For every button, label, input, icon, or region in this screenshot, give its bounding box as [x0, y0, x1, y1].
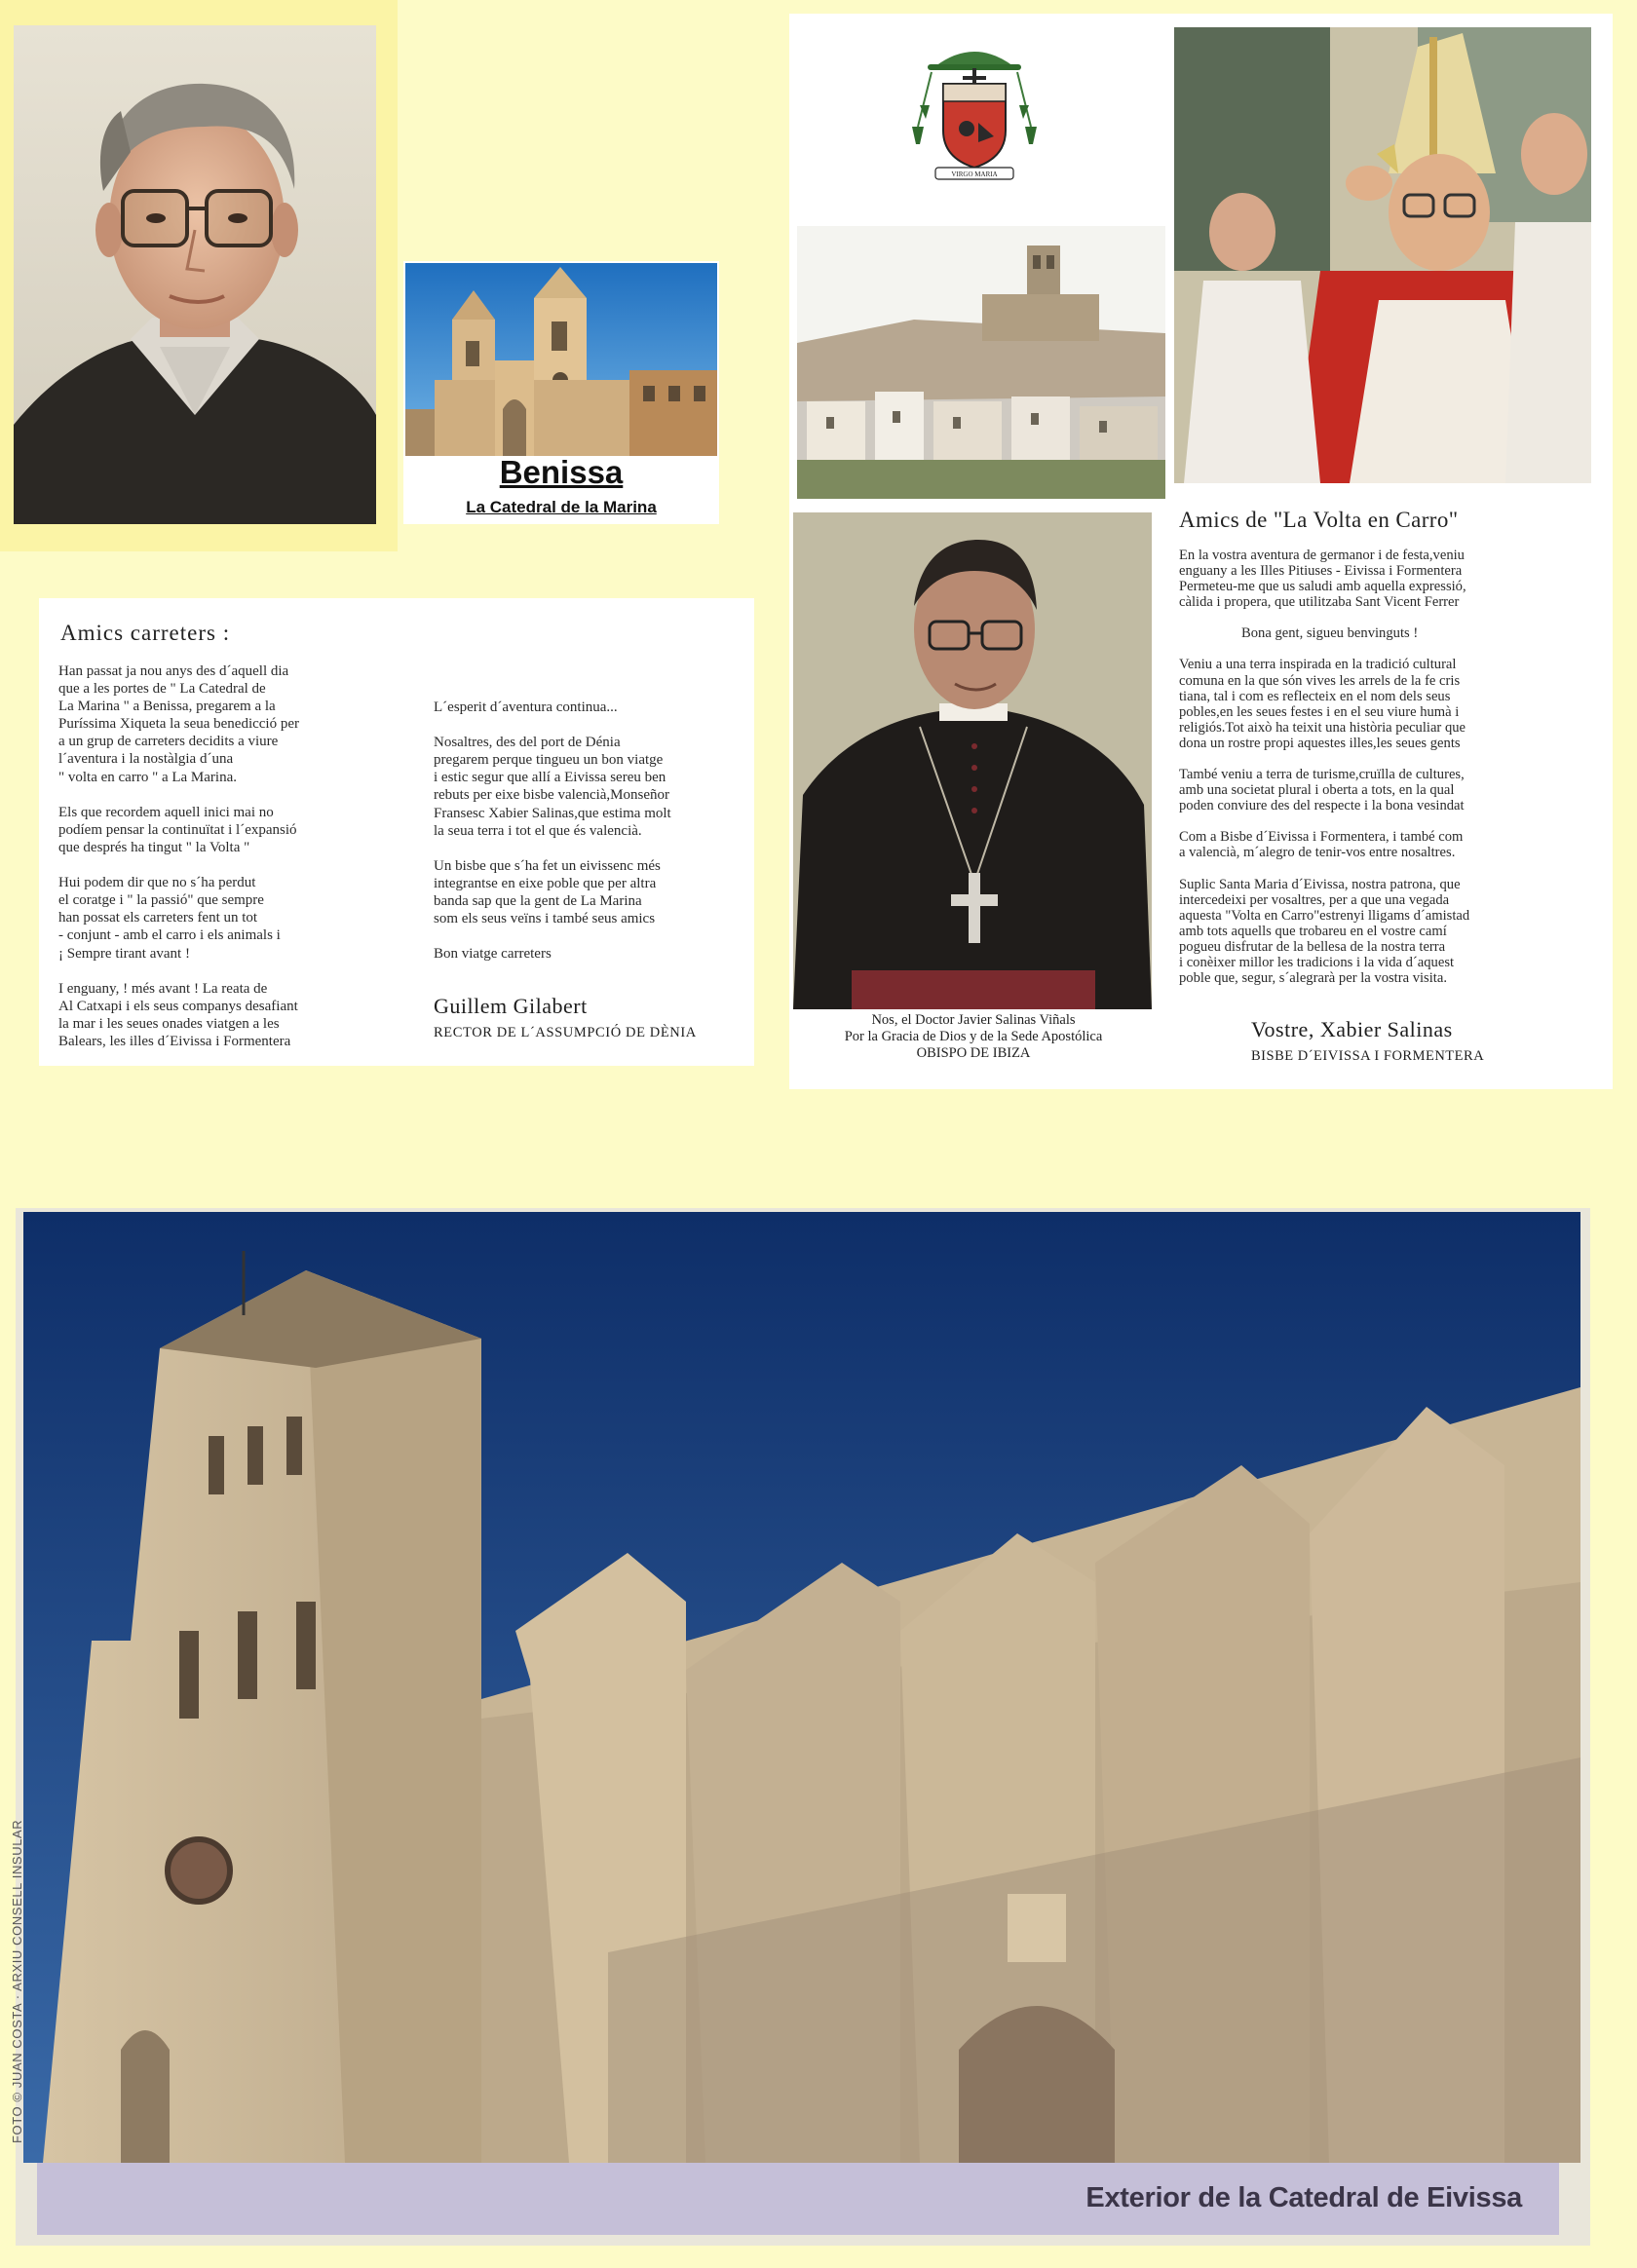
portrait-panel [0, 0, 398, 551]
letter-heading: Amics carreters : [60, 621, 231, 645]
signature-name: Vostre, Xabier Salinas [1251, 1017, 1453, 1041]
bishop-caption-line-2: Por la Gracia de Dios y de la Sede Apostólica [844, 1029, 1103, 1044]
priest-portrait-photo [14, 25, 376, 524]
letter-paragraph-5: Com a Bisbe d´Eivissa i Formentera, i també com a valencià, m´alegro de tenir-vos entre nosaltres. [1179, 829, 1464, 861]
coat-of-arms-motto: VIRGO MARIA [951, 170, 998, 178]
photo-credit: FOTO © JUAN COSTA · ARXIU CONSELL INSULAR [10, 1819, 24, 2143]
dalt-vila-town-photo [797, 226, 1165, 499]
cathedral-caption-bar [37, 2163, 1559, 2235]
letter-paragraph-1: En la vostra aventura de germanor i de festa,veniu enguany a les Illes Pitiuses - Eivissa i Formentera Permeteu-me que us saludi amb aquella expressió, càlida i propera, que utilitzaba Sant Vicent Ferrer [1179, 548, 1466, 611]
letter-body [1179, 548, 1579, 986]
signature-role: BISBE D´EIVISSA I FORMENTERA [1251, 1048, 1485, 1064]
letter-amics-carreters [39, 598, 754, 1066]
letter-paragraph-3: Veniu a una terra inspirada en la tradició cultural comuna en la que són vives les arrels de la fe cris tiana, tal i com es reflecteix en el nom dels seus pobles,en les seues festes i en el seu viure humà i religiós.Tot això ha teixit una història peculiar que dona un rostre propi aquestes illes,les seues gents [1179, 657, 1466, 751]
benissa-church-photo [405, 263, 717, 456]
letter-paragraph-4: També veniu a terra de turisme,cruïlla de cultures, amb una societat plural i oberta a tots, en la qual poden conviure des del respecte i la bona vesindat [1179, 767, 1465, 814]
signature-role: RECTOR DE L´ASSUMPCIÓ DE DÈNIA [434, 1025, 697, 1040]
benissa-subtitle: La Catedral de la Marina [466, 498, 657, 516]
letter-column-2: L´esperit d´aventura continua... Nosaltres, des del port de Dénia pregarem perque tingueu un bon viatge i estic segur que allí a Eivissa sereu ben rebuts per eixe bisbe valencià,Monseñor Fransesc Xabier Salinas,que estima molt la seua terra i tot el que és valencià. Un bisbe que s´ha fet un eivissenc més integrantse en eixe poble que per altra banda sap que la gent de La Marina som els seus veïns i també seus amics Bon viatge carreters [434, 699, 671, 963]
cathedral-caption: Exterior de la Catedral de Eivissa [1085, 2182, 1522, 2213]
bishop-caption-line-1: Nos, el Doctor Javier Salinas Viñals [871, 1012, 1076, 1028]
letter-column-1: Han passat ja nou anys des d´aquell dia que a les portes de " La Catedral de La Marina " a Benissa, pregarem a la Puríssima Xiqueta la seua benedicció per a un grup de carreters decidits a viure l´aventura i la nostàlgia d´una " volta en carro " a La Marina. Els que recordem aquell inici mai no podíem pensar la continuïtat i l´expansió que després ha tingut " la Volta " Hui podem dir que no s´ha perdut el coratge i " la passió" que sempre han possat els carreters fent un tot - conjunt - amb el carro i els animals i ¡ Sempre tirant avant ! I enguany, ! més avant ! La reata de Al Catxapi i els seus companys desafiant la mar i les seues onades viatgen a les Balears, les illes d´Eivissa i Formentera [58, 663, 300, 1049]
letter-amics-volta-en-carro [789, 14, 1613, 1089]
cathedral-photo-card [16, 1208, 1590, 2246]
coat-of-arms-emblem [906, 33, 1043, 189]
bishop-portrait-photo [793, 512, 1152, 1009]
benissa-title: Benissa [499, 454, 624, 490]
letter-paragraph-2: Bona gent, sigueu benvinguts ! [1241, 625, 1419, 642]
letter-heading: Amics de "La Volta en Carro" [1179, 508, 1459, 532]
bishop-ceremony-photo [1174, 27, 1591, 483]
signature-name: Guillem Gilabert [434, 994, 588, 1018]
bishop-caption-line-3: OBISPO DE IBIZA [916, 1045, 1031, 1061]
letter-paragraph-6: Suplic Santa Maria d´Eivissa, nostra patrona, que intercedeixi per vosaltres, per a que una vegada aquesta "Volta en Carro"estrenyi lligams d´amistad amb tots aquells que trobareu en el vostre camí pogueu disfrutar de la bellesa de la nostra terra i conèixer millor les tradicions i la vida d´aquest poble que, segur, s´alegrarà per la vostra visita. [1179, 876, 1470, 987]
bishop-photo-caption [789, 1012, 1158, 1062]
cathedral-exterior-photo [23, 1212, 1580, 2163]
